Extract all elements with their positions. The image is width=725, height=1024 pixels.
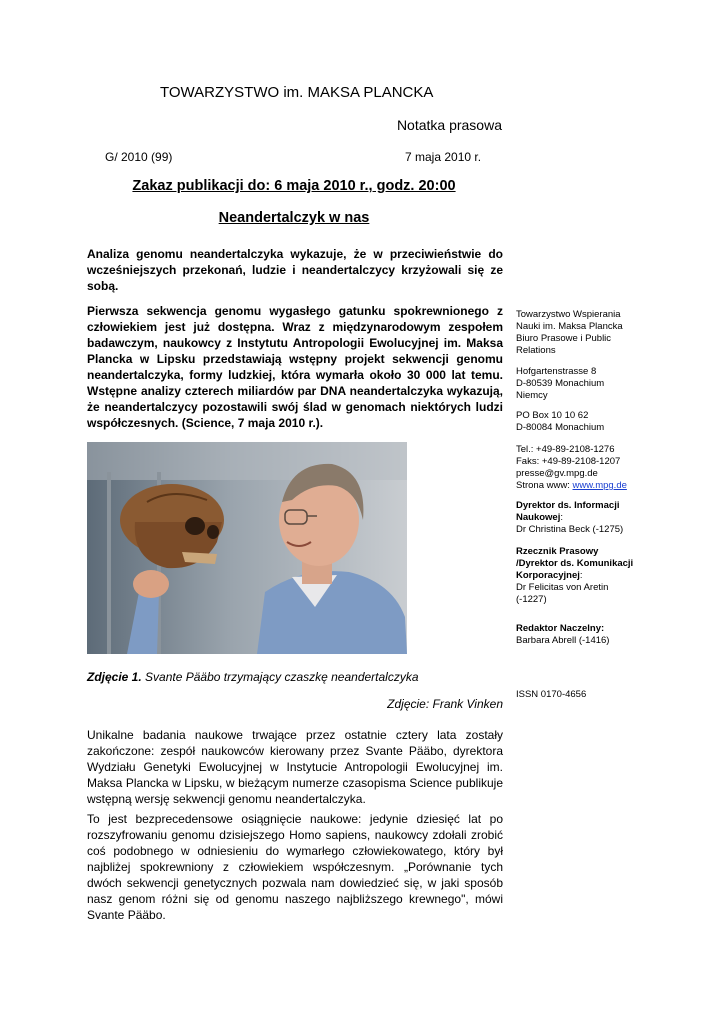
sidebar-street-address bbox=[516, 366, 636, 402]
body-paragraph-2: To jest bezprecedensowe osiągnięcie naukowe: jedynie dziesięć lat po rozszyfrowaniu genomu dzisiejszego Homo sapiens, naukowcy zdołali zrobić coś podobnego w odniesieniu do wymarłego człowiekowatego, który był najbliżej spokrewniony z człowiekiem współczesnym. „Porównanie tych dwóch sekwencji genetycznych pozwala nam dowiedzieć się, w jaki sposób nasz genom różni się od genomu naszego najbliższego krewnego", mówi Svante Pääbo. bbox=[87, 812, 503, 922]
editor-name: Barbara Abrell (-1416) bbox=[516, 635, 610, 646]
lead-paragraph-1: Analiza genomu neandertalczyka wykazuje, że w przeciwieństwie do wcześniejszych przekonań, ludzie i neandertalczycy krzyżowali się ze sobą. bbox=[87, 247, 503, 293]
telephone: Tel.: +49-89-2108-1276 bbox=[516, 444, 615, 455]
country: Niemcy bbox=[516, 390, 548, 401]
photo-caption bbox=[87, 670, 419, 684]
email-link[interactable]: presse@gv.mpg.de bbox=[516, 468, 598, 479]
sidebar-editor bbox=[516, 623, 636, 647]
organization-title: TOWARZYSTWO im. MAKSA PLANCKA bbox=[160, 84, 434, 101]
website-link[interactable]: www.mpg.de bbox=[572, 480, 627, 491]
city: D-80539 Monachium bbox=[516, 378, 605, 389]
po-box: PO Box 10 10 62 bbox=[516, 410, 589, 421]
street: Hofgartenstrasse 8 bbox=[516, 366, 597, 377]
spokesperson-label: Rzecznik Prasowy /Dyrektor ds. Komunikacji Korporacyjnej bbox=[516, 546, 634, 581]
caption-label: Zdjęcie 1. bbox=[87, 670, 142, 684]
sidebar-issn: ISSN 0170-4656 bbox=[516, 689, 587, 700]
director-name: Dr Christina Beck (-1275) bbox=[516, 524, 624, 535]
reference-number: G/ 2010 (99) bbox=[105, 150, 173, 164]
director-label: Dyrektor ds. Informacji Naukowej bbox=[516, 500, 620, 523]
lead-paragraph-2: Pierwsza sekwencja genomu wygasłego gatunku spokrewnionego z człowiekiem jest już dostępna. Wraz z międzynarodowym zespołem badawczym, naukowcy z Instytutu Antropologii Ewolucyjnej im. Maksa Plancka w Lipsku przedstawiają wstępny projekt sekwencji genomu neandertalczyka, formy ludzkiej, która wymarła około 30 000 lat temu. Wstępne analizy czterech miliardów par DNA neandertalczyka wykazują, że neandertalczycy pozostawili swój ślad w genomach niektórych ludzi współczesnych. (Science, 7 maja 2010 r.). bbox=[87, 304, 503, 430]
caption-text: Svante Pääbo trzymający czaszkę neandertalczyka bbox=[145, 670, 419, 684]
embargo-notice: Zakaz publikacji do: 6 maja 2010 r., godz. 20:00 bbox=[132, 178, 456, 194]
release-date: 7 maja 2010 r. bbox=[405, 150, 482, 164]
headline: Neandertalczyk w nas bbox=[218, 210, 370, 226]
sidebar-director: Dyrektor ds. Informacji Naukowej: Dr Christina Beck (-1275) bbox=[516, 500, 636, 536]
spokesperson-name: Dr Felicitas von Aretin (-1227) bbox=[516, 582, 609, 605]
sidebar-po-box bbox=[516, 410, 636, 434]
editor-label: Redaktor Naczelny: bbox=[516, 623, 605, 634]
photo-scientist-with-skull bbox=[87, 442, 407, 654]
photo-credit: Zdjęcie: Frank Vinken bbox=[387, 697, 503, 711]
body-paragraph-1: Unikalne badania naukowe trwające przez ostatnie cztery lata zostały zakończone: zespół naukowców kierowany przez Svante Pääbo, dyrektora Wydziału Genetyki Ewolucyjnej w Instytucie Antropologii Ewolucyjnej im. Maksa Plancka w Lipsku, w bieżącym numerze czasopisma Science publikuje wstępną wersję sekwencji genomu neandertalczyka. bbox=[87, 728, 503, 806]
sidebar-spokesperson: Rzecznik Prasowy /Dyrektor ds. Komunikacji Korporacyjnej: Dr Felicitas von Aretin (-1227) bbox=[516, 546, 636, 606]
web-label: Strona www: bbox=[516, 480, 570, 491]
po-box-city: D-80084 Monachium bbox=[516, 422, 605, 433]
fax: Faks: +49-89-2108-1207 bbox=[516, 456, 621, 467]
sidebar-contact bbox=[516, 444, 636, 492]
sidebar-organization: Towarzystwo Wspierania Nauki im. Maksa Plancka Biuro Prasowe i Public Relations bbox=[516, 309, 623, 356]
document-type: Notatka prasowa bbox=[396, 117, 502, 133]
